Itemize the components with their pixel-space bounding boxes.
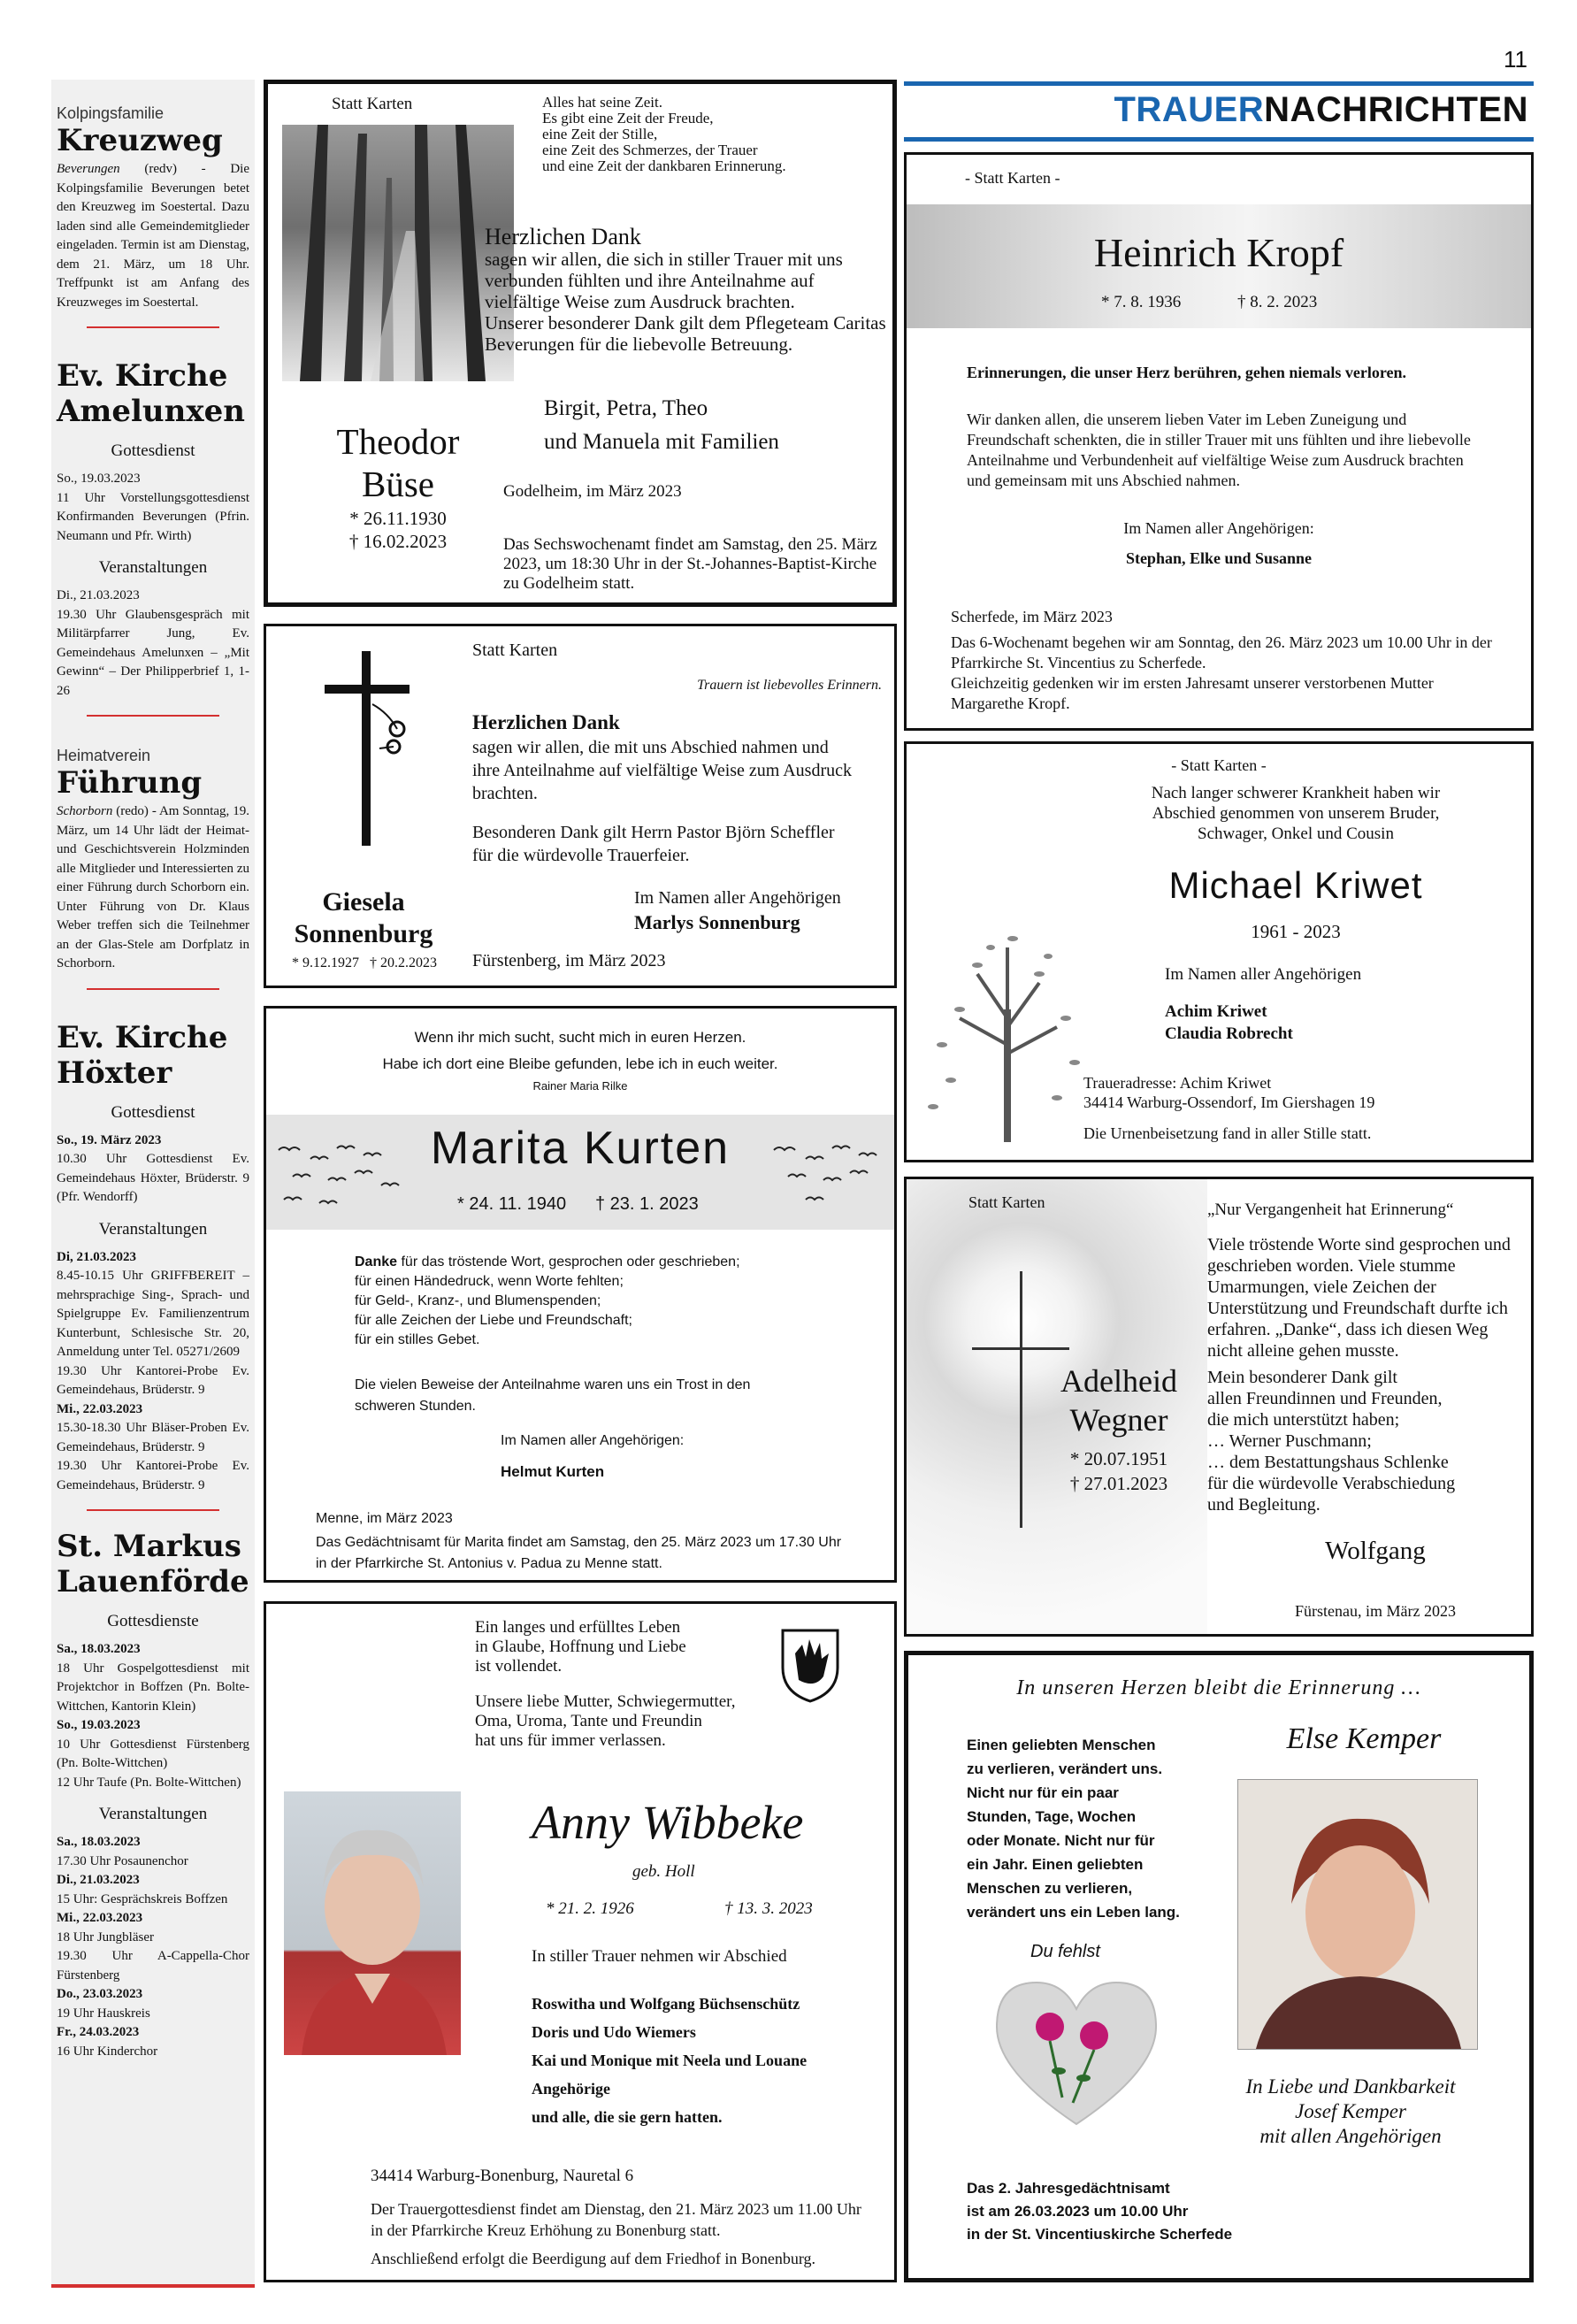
hoexter-sub-veranstaltungen: Veranstaltungen [98, 1219, 208, 1239]
hoexter-body2: 8.45-10.15 Uhr GRIFFBEREIT – mehrsprachige Sing-, Sprach- und Spielgruppe Ev. Familienzentrum Kunterbunt, Schlesische Str. 20, Anmeldung unter Tel. 05271/2609 19.30 Uhr Kantorei-Probe Ev. Gemeindehaus, Brüderstr. 9 [57, 1269, 249, 1397]
ad-marita-kurten [264, 1006, 897, 1583]
thanks-body2: Die vielen Beweise der Anteilnahme waren uns ein Trost in den schweren Stunden. [355, 1377, 751, 1414]
deceased-dates: * 20.07.1951 † 27.01.2023 [1069, 1448, 1168, 1494]
section-header [904, 81, 1534, 142]
quote: Erinnerungen, die unser Herz berühren, gehen niemals verloren. [967, 364, 1406, 381]
headline: In unseren Herzen bleibt die Erinnerung … [1016, 1676, 1421, 1699]
death-date: † 8. 2. 2023 [1237, 293, 1318, 311]
quote: „Nur Vergangenheit hat Erinnerung“ [1207, 1200, 1454, 1219]
farewell: In stiller Trauer nehmen wir Abschied [532, 1947, 787, 1966]
tree-photo [282, 125, 514, 381]
ad-anny-wibbeke [264, 1601, 897, 2282]
heimat-title: Führung [57, 765, 203, 801]
thanks-body2: Mein besonderer Dank gilt allen Freundinnen und Freunden, die mich unterstützt haben; … Werner Puschmann; … dem Bestattungshaus Schlenke für die würdevolle Verabschiedung und Begleitung. [1207, 1368, 1456, 1515]
statt-karten: - Statt Karten - [965, 169, 1060, 187]
markus-d2: So., 19.03.2023 [57, 1718, 141, 1732]
amelunxen-title: Ev. Kirche Amelunxen [57, 358, 245, 429]
signer: Wolfgang [1325, 1537, 1426, 1565]
markus-d7: Fr., 24.03.2023 [57, 2025, 140, 2039]
markus-t4: 15 Uhr: Gesprächskreis Boffzen [57, 1891, 228, 1906]
intro: Nach langer schwerer Krankheit haben wir Abschied genommen von unserem Bruder, Schwager, Onkel und Cousin [1151, 784, 1441, 843]
family-names: Birgit, Petra, Theo und Manuela mit Familien [544, 396, 779, 454]
birth-date: * 7. 8. 1936 [1101, 293, 1182, 311]
place-date: Godelheim, im März 2023 [503, 482, 682, 501]
markus-t2: 10 Uhr Gottesdienst Fürstenberg (Pn. Bolte-Wittchen) 12 Uhr Taufe (Pn. Bolte-Wittchen) [57, 1737, 249, 1790]
notice: Die Urnenbeisetzung fand in aller Stille statt. [1083, 1124, 1372, 1142]
heimat-category: Heimatverein [57, 747, 151, 764]
statt-karten: Statt Karten [472, 640, 558, 660]
notice: Der Trauergottesdienst findet am Dienstag, den 21. März 2023 um 11.00 Uhr in der Pfarrkirche Kreuz Erhöhung zu Bonenburg statt. [371, 2200, 861, 2239]
signer: Helmut Kurten [501, 1463, 605, 1480]
portrait-photo [1237, 1779, 1478, 2050]
thanks-body: sagen wir allen, die mit uns Abschied nahmen und ihre Anteilnahme auf vielfältige Weise zum Ausdruck brachten. [472, 738, 853, 803]
deceased-dates: * 26.11.1930 † 16.02.2023 [348, 508, 448, 552]
photo-portrait [284, 1791, 461, 2055]
markus-sub-gottesdienste: Gottesdienste [107, 1612, 199, 1630]
statt-karten: Statt Karten [968, 1193, 1045, 1211]
amelunxen-body2: Di., 21.03.2023 19.30 Uhr Glaubensgespräch mit Militärpfarrer Jung, Ev. Gemeindehaus Amelunxen – „Mit Gewinn“ – Der Philipperbrief 1, 1-26 [57, 588, 249, 698]
ad-michael-kriwet [904, 741, 1534, 1162]
divider [87, 326, 219, 328]
header-title: NACHRICHTEN [1264, 90, 1528, 129]
family: Roswitha und Wolfgang Büchsenschütz Doris und Udo Wiemers Kai und Monique mit Neela und Louane Angehörige und alle, die sie gern hatten. [532, 1995, 808, 2126]
kolping-title: Kreuzweg [57, 123, 223, 158]
place-date: Scherfede, im März 2023 [951, 608, 1113, 625]
deceased-name: Anny Wibbeke [532, 1796, 804, 1849]
poem: Einen geliebten Menschen zu verlieren, verändert uns. Nicht nur für ein paar Stunden, Tage, Wochen oder Monate. Nicht nur für ein Jahr. Einen geliebten Menschen zu verlieren, verändert uns ein Leben lang. [967, 1737, 1180, 1921]
name-band [266, 1115, 894, 1230]
thanks-body: Viele tröstende Worte sind gesprochen und geschrieben worden. Viele stumme Umarmungen, viele Zeichen der Unterstützung und Freundschaft durfte ich erfahren. „Danke“, dass ich diesen Weg nicht alleine gehen musste. [1207, 1235, 1511, 1361]
statt-karten: Statt Karten [332, 95, 413, 113]
address: Traueradresse: Achim Kriwet 34414 Warburg-Ossendorf, Im Giershagen 19 [1083, 1074, 1375, 1111]
heart-with-roses-image [988, 1974, 1165, 2133]
divider [87, 1509, 219, 1511]
death-date: † 13. 3. 2023 [724, 1899, 813, 1918]
markus-d4: Di., 21.03.2023 [57, 1873, 140, 1887]
hoexter-date1: So., 19. März 2023 [57, 1132, 162, 1147]
death-date: † 23. 1. 2023 [595, 1194, 699, 1214]
deceased-dates: * 9.12.1927 † 20.2.2023 [292, 955, 437, 970]
signers: Achim Kriwet Claudia Robrecht [1165, 1002, 1293, 1043]
signoff: Im Namen aller Angehörigen: [501, 1433, 685, 1448]
ad-else-kemper [904, 1651, 1534, 2282]
deceased-name: Giesela Sonnenburg [294, 887, 433, 948]
amelunxen-sub-gottesdienst: Gottesdienst [111, 441, 195, 460]
portrait-image [284, 1791, 461, 2055]
rilke-poem: Wenn ihr mich sucht, sucht mich in euren Herzen. Habe ich dort eine Bleibe gefunden, lebe ich in euch weiter. [382, 1029, 778, 1072]
rilke-author: Rainer Maria Rilke [532, 1079, 628, 1093]
markus-t1: 18 Uhr Gospelgottesdienst mit Projektchor in Boffzen (Pn. Bolte-Wittchen, Kantorin Klein) [57, 1661, 249, 1714]
birds-left [275, 1141, 408, 1212]
signoff: Im Namen aller Angehörigen [1165, 965, 1362, 984]
deceased-name: Theodor Büse [336, 421, 460, 504]
portrait-image [1238, 1780, 1477, 2049]
amelunxen-sub-veranstaltungen: Veranstaltungen [98, 558, 208, 577]
heimat-body: Schorborn (redo) - Am Sonntag, 19. März, um 14 Uhr lädt der Heimat- und Geschichtsverein Holzminden alle Mitglieder und Interessierten zu einer Führung durch Schorborn ein. Unter Führung von Dr. Klaus Weber treffen sich die Teilnehmer an der Glas-Stele am Dorfplatz in Schorborn. [57, 804, 249, 970]
deceased-name: Else Kemper [1286, 1722, 1442, 1755]
notice: Das Gedächtnisamt für Marita findet am Samstag, den 25. März 2023 um 17.30 Uhr in der Pfarrkirche St. Antonius v. Padua zu Menne statt. [316, 1535, 842, 1571]
signoff: Im Namen aller Angehörigen: [1123, 519, 1314, 537]
hoexter-sub-gottesdienst: Gottesdienst [111, 1102, 195, 1122]
birth-date: * 21. 2. 1926 [546, 1899, 634, 1918]
deceased-name: Heinrich Kropf [1093, 230, 1344, 275]
notice: Das 6-Wochenamt begehen wir am Sonntag, den 26. März 2023 um 10.00 Uhr in der Pfarrkirche St. Vincentius zu Scherfede. Gleichzeitig gedenken wir im ersten Jahresamt unserer verstorbenen Mutter Margarethe Kropf. [951, 633, 1492, 712]
hoexter-body1: 10.30 Uhr Gottesdienst Ev. Gemeindehaus Höxter, Brüderstr. 9 (Pfr. Wendorff) [57, 1152, 249, 1204]
thanks-heading: Herzlichen Dank [472, 711, 620, 733]
cross-with-rose [318, 642, 424, 855]
notice2: Anschließend erfolgt die Beerdigung auf dem Friedhof in Bonenburg. [371, 2250, 816, 2267]
ad-heinrich-kropf [904, 152, 1534, 731]
place-date: Menne, im März 2023 [316, 1511, 453, 1526]
divider [87, 715, 219, 717]
signoff: Im Namen aller Angehörigen [634, 888, 841, 908]
coat-of-arms-icon [779, 1627, 841, 1703]
page-number: 11 [1504, 46, 1527, 73]
thanks-body: sagen wir allen, die sich in stiller Trauer mit uns verbunden fühlten und ihre Anteilnahme auf vielfältige Weise zum Ausdruck brachten. Unserer besonderer Dank gilt dem Pflegeteam Caritas Beverungen für die liebevolle Betreuung. [485, 249, 886, 355]
tree-leaves-image [924, 921, 1092, 1151]
born-name: geb. Holl [632, 1862, 695, 1881]
hoexter-body3: 15.30-18.30 Uhr Bläser-Proben Ev. Gemeindehaus, Brüderstr. 9 19.30 Uhr Kantorei-Probe Ev. Gemeindehaus, Brüderstr. 9 [57, 1421, 249, 1492]
notice: Das 2. Jahresgedächtnisamt ist am 26.03.2023 um 10.00 Uhr in der St. Vincentiuskirche Scherfede [967, 2180, 1233, 2243]
deceased-name: Adelheid Wegner [1060, 1363, 1177, 1438]
header-title-accent: TRAUER [1114, 90, 1265, 129]
sidebar [51, 80, 255, 2288]
markus-d3: Sa., 18.03.2023 [57, 1835, 141, 1849]
markus-d6: Do., 23.03.2023 [57, 1987, 143, 2001]
markus-t5: 18 Uhr Jungbläser 19.30 Uhr A-Cappella-Chor Fürstenberg [57, 1929, 249, 1983]
place-date: Fürstenberg, im März 2023 [472, 951, 666, 970]
markus-t3: 17.30 Uhr Posaunenchor [57, 1853, 188, 1868]
amelunxen-body1: So., 19.03.2023 11 Uhr Vorstellungsgottesdienst Konfirmanden Beverungen (Pfrin. Neumann und Pfr. Wirth) [57, 472, 249, 543]
hoexter-date3: Mi., 22.03.2023 [57, 1401, 143, 1416]
markus-t7: 16 Uhr Kinderchor [57, 2044, 158, 2059]
kolping-body: Beverungen (redv) - Die Kolpingsfamilie Beverungen betet den Kreuzweg im Soestertal. Dazu laden sind alle Gemeindemitglieder eingeladen. Termin ist am Dienstag, dem 21. März, um 18 Uhr. Treffpunkt ist am Anfang des Kreuzweges im Soestertal. [57, 162, 249, 310]
du-fehlst: Du fehlst [1030, 1942, 1100, 1961]
thanks-body: Danke für das tröstende Wort, gesprochen oder geschrieben; für einen Händedruck, wenn Worte fehlten; für Geld-, Kranz-, und Blumenspenden; für alle Zeichen der Liebe und Freundschaft; für ein stilles Gebet. [355, 1254, 740, 1347]
markus-sub-veranstaltungen: Veranstaltungen [98, 1805, 208, 1823]
signer: Marlys Sonnenburg [634, 911, 800, 933]
intro: Unsere liebe Mutter, Schwiegermutter, Oma, Uroma, Tante und Freundin hat uns für immer verlassen. [475, 1692, 736, 1750]
markus-d5: Mi., 22.03.2023 [57, 1911, 143, 1925]
hoexter-title: Ev. Kirche Höxter [57, 1019, 228, 1091]
notice: Das Sechswochenamt findet am Samstag, den 25. März 2023, um 18:30 Uhr in der St.-Johannes-Baptist-Kirche zu Godelheim statt. [503, 535, 877, 593]
birth-date: * 24. 11. 1940 [457, 1194, 567, 1214]
address: 34414 Warburg-Bonenburg, Nauretal 6 [371, 2167, 634, 2185]
thanks-body2: Besonderen Dank gilt Herrn Pastor Björn Scheffler für die würdevolle Trauerfeier. [472, 823, 835, 865]
thanks-heading: Herzlichen Dank [485, 224, 641, 249]
ad-theodor-buese [264, 80, 897, 607]
thanks-body: Wir danken allen, die unserem lieben Vater im Leben Zuneigung und Freundschaft schenkten, die in stiller Trauer mit uns fühlten und ihre liebevolle Anteilnahme und Verbundenheit auf vielfältige Weise zum Ausdruck brachten und gemeinsam mit uns Abschied nahmen. [967, 410, 1471, 489]
ad-adelheid-wegner [904, 1177, 1534, 1637]
poem: Alles hat seine Zeit. Es gibt eine Zeit der Freude, eine Zeit der Stille, eine Zeit des Schmerzes, der Trauer und eine Zeit der dankbaren Erinnerung. [542, 94, 786, 174]
hoexter-date2: Di, 21.03.2023 [57, 1249, 136, 1264]
place-date: Fürstenau, im März 2023 [1295, 1602, 1456, 1620]
signer: Stephan, Elke und Susanne [1125, 549, 1313, 567]
signoff: In Liebe und Dankbarkeit Josef Kemper mit allen Angehörigen [1245, 2075, 1456, 2147]
birds-right [770, 1141, 903, 1212]
years: 1961 - 2023 [1251, 921, 1341, 942]
deceased-name: Michael Kriwet [1168, 864, 1423, 906]
markus-title: St. Markus Lauenförde [57, 1529, 249, 1599]
ad-giesela-sonnenburg [264, 624, 897, 988]
kolping-category: Kolpingsfamilie [57, 104, 165, 122]
markus-d1: Sa., 18.03.2023 [57, 1642, 141, 1656]
poem: Ein langes und erfülltes Leben in Glaube, Hoffnung und Liebe ist vollendet. [475, 1618, 686, 1676]
deceased-name: Marita Kurten [430, 1123, 731, 1174]
tree-alley-image [282, 125, 514, 381]
divider [87, 988, 219, 990]
statt-karten: - Statt Karten - [1171, 756, 1267, 774]
motto: Trauern ist liebevolles Erinnern. [697, 678, 882, 693]
markus-t6: 19 Uhr Hauskreis [57, 2006, 150, 2021]
